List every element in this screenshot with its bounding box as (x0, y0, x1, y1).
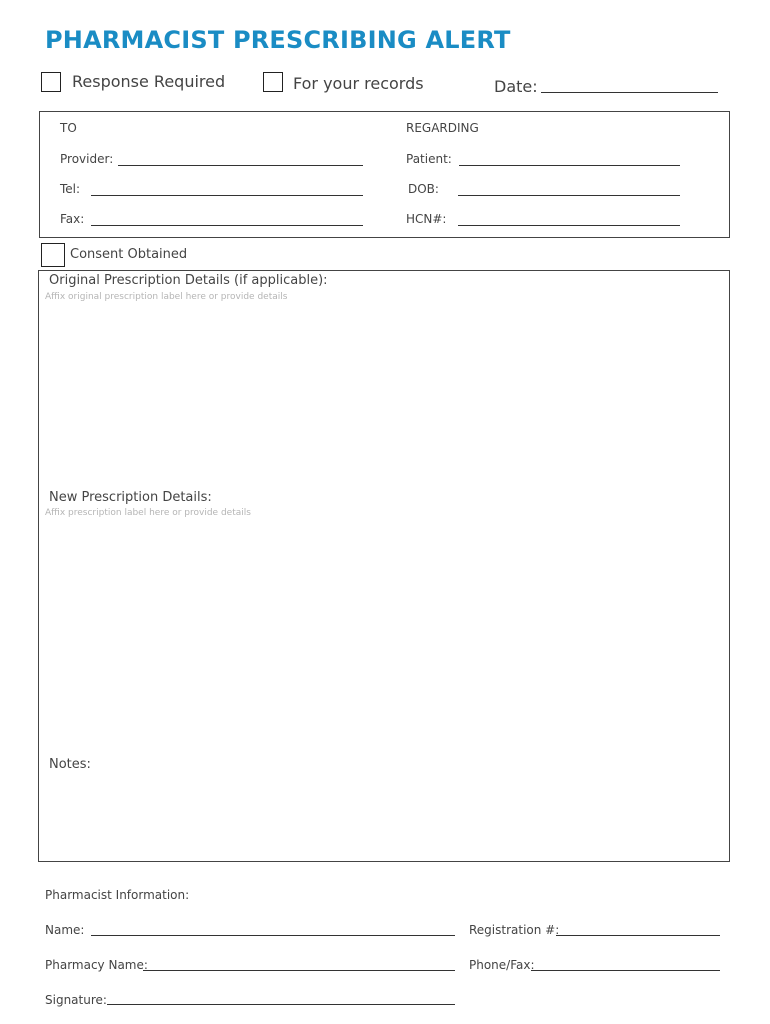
registration-field[interactable] (556, 935, 720, 936)
new-details-hint: Affix prescription label here or provide details (45, 508, 251, 518)
response-required-checkbox[interactable] (41, 72, 61, 92)
pharmacist-name-field[interactable] (91, 935, 455, 936)
to-heading: TO (60, 121, 77, 135)
provider-field[interactable] (118, 165, 363, 166)
provider-label: Provider: (60, 152, 114, 166)
original-details-hint: Affix original prescription label here or provide details (45, 292, 288, 302)
hcn-field[interactable] (458, 225, 680, 226)
new-details-area[interactable] (42, 522, 726, 752)
pharmacy-name-label: Pharmacy Name: (45, 958, 148, 972)
regarding-heading: REGARDING (406, 121, 479, 135)
date-label: Date: (494, 77, 538, 96)
signature-label: Signature: (45, 993, 107, 1007)
hcn-label: HCN#: (406, 212, 447, 226)
patient-field[interactable] (459, 165, 680, 166)
pharmacist-info-heading: Pharmacist Information: (45, 888, 190, 902)
consent-label: Consent Obtained (70, 247, 188, 262)
pharmacist-name-label: Name: (45, 923, 85, 937)
tel-field[interactable] (91, 195, 363, 196)
original-details-area[interactable] (42, 306, 726, 486)
signature-field[interactable] (107, 1004, 455, 1005)
for-records-label: For your records (293, 74, 424, 93)
tel-label: Tel: (60, 182, 81, 196)
notes-area[interactable] (42, 775, 726, 857)
notes-label: Notes: (49, 757, 91, 772)
response-required-label: Response Required (72, 72, 226, 91)
for-records-checkbox[interactable] (263, 72, 283, 92)
form-title: PHARMACIST PRESCRIBING ALERT (45, 26, 511, 54)
new-details-label: New Prescription Details: (49, 490, 212, 505)
pharmacy-name-field[interactable] (143, 970, 455, 971)
dob-field[interactable] (458, 195, 680, 196)
to-regarding-box (39, 111, 730, 238)
patient-label: Patient: (406, 152, 452, 166)
registration-label: Registration #: (469, 923, 560, 937)
fax-label: Fax: (60, 212, 85, 226)
consent-checkbox[interactable] (41, 243, 65, 267)
date-field[interactable] (541, 92, 718, 93)
phone-fax-label: Phone/Fax: (469, 958, 535, 972)
dob-label: DOB: (408, 182, 439, 196)
fax-field[interactable] (91, 225, 363, 226)
phone-fax-field[interactable] (531, 970, 720, 971)
original-details-label: Original Prescription Details (if applicable): (49, 273, 328, 288)
